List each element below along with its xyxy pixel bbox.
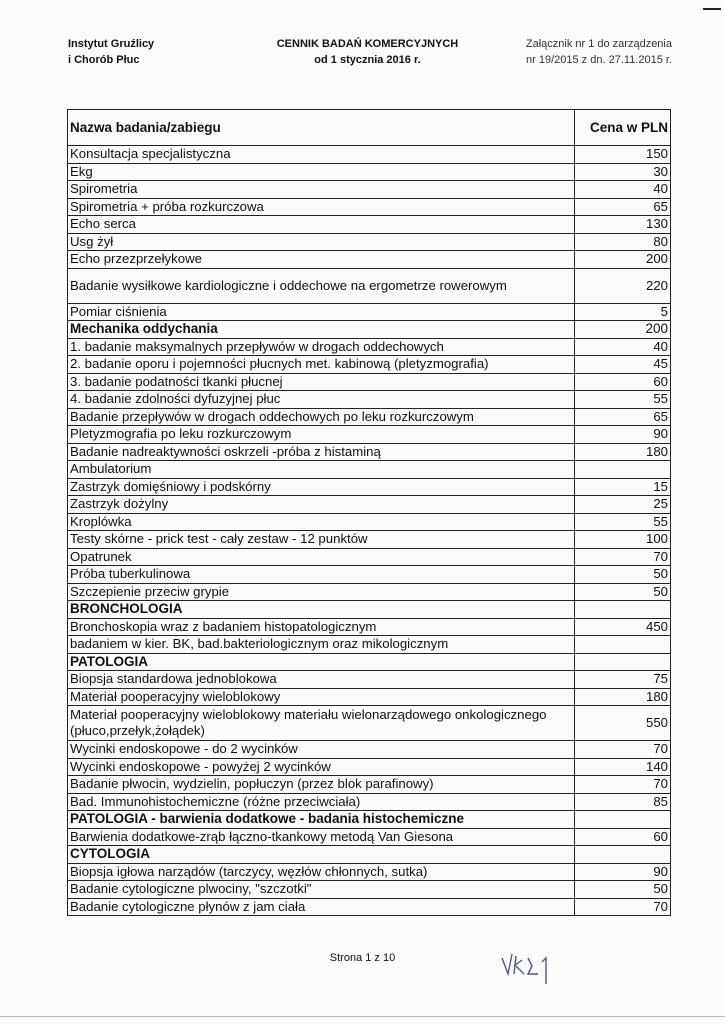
institution-name: Instytut Gruźlicy i Chorób Płuc xyxy=(68,38,155,66)
price-cell: 15 xyxy=(575,478,671,496)
price-cell: 220 xyxy=(575,268,671,303)
price-cell: 80 xyxy=(575,233,671,251)
service-name-cell: Badanie przepływów w drogach oddechowych po leku rozkurczowym xyxy=(68,408,575,426)
section-row xyxy=(68,811,671,829)
table-row xyxy=(68,531,671,549)
price-cell: 100 xyxy=(575,531,671,549)
column-header-name: Nazwa badania/zabiegu xyxy=(68,110,575,146)
service-name-cell: CYTOLOGIA xyxy=(68,846,575,864)
service-name-cell: Usg żył xyxy=(68,233,575,251)
price-table xyxy=(67,109,671,916)
table-row xyxy=(68,426,671,444)
table-row xyxy=(68,566,671,584)
price-cell: 200 xyxy=(575,251,671,269)
price-cell: 30 xyxy=(575,163,671,181)
price-cell: 450 xyxy=(575,618,671,636)
table-row xyxy=(68,898,671,916)
service-name-cell: Pomiar ciśnienia xyxy=(68,303,575,321)
service-name-cell: Pletyzmografia po leku rozkurczowym xyxy=(68,426,575,444)
service-name-cell: BRONCHOLOGIA xyxy=(68,601,575,619)
service-name-cell: Mechanika oddychania xyxy=(68,321,575,339)
table-row xyxy=(68,618,671,636)
price-cell: 5 xyxy=(575,303,671,321)
table-row xyxy=(68,688,671,706)
table-row xyxy=(68,181,671,199)
service-name-cell: Badanie cytologiczne plwociny, "szczotki" xyxy=(68,881,575,899)
table-row xyxy=(68,478,671,496)
table-row xyxy=(68,146,671,164)
table-row xyxy=(68,636,671,654)
table-row xyxy=(68,391,671,409)
table-row xyxy=(68,548,671,566)
price-cell: 65 xyxy=(575,408,671,426)
price-cell xyxy=(575,653,671,671)
service-name-cell: Biopsja standardowa jednoblokowa xyxy=(68,671,575,689)
table-row xyxy=(68,496,671,514)
price-cell: 50 xyxy=(575,881,671,899)
price-cell: 180 xyxy=(575,688,671,706)
table-row xyxy=(68,863,671,881)
price-cell: 85 xyxy=(575,793,671,811)
price-cell: 70 xyxy=(575,776,671,794)
service-name-cell: PATOLOGIA - barwienia dodatkowe - badania histochemiczne xyxy=(68,811,575,829)
table-row xyxy=(68,881,671,899)
price-cell: 180 xyxy=(575,443,671,461)
service-name-cell: Badanie wysiłkowe kardiologiczne i oddechowe na ergometrze rowerowym xyxy=(68,268,575,303)
price-cell: 130 xyxy=(575,216,671,234)
price-cell: 55 xyxy=(575,513,671,531)
table-row xyxy=(68,268,671,303)
table-row xyxy=(68,338,671,356)
page-number: Strona 1 z 10 xyxy=(329,952,396,964)
service-name-cell: Ambulatorium xyxy=(68,461,575,479)
section-row xyxy=(68,321,671,339)
table-row xyxy=(68,513,671,531)
price-cell: 55 xyxy=(575,391,671,409)
table-row xyxy=(68,671,671,689)
price-cell xyxy=(575,846,671,864)
price-cell: 70 xyxy=(575,741,671,759)
price-cell: 50 xyxy=(575,583,671,601)
table-row xyxy=(68,443,671,461)
service-name-cell: 1. badanie maksymalnych przepływów w drogach oddechowych xyxy=(68,338,575,356)
table-row xyxy=(68,828,671,846)
price-cell: 90 xyxy=(575,426,671,444)
table-row xyxy=(68,303,671,321)
price-cell: 25 xyxy=(575,496,671,514)
price-cell: 70 xyxy=(575,898,671,916)
price-cell: 45 xyxy=(575,356,671,374)
service-name-cell: Testy skórne - prick test - cały zestaw - 12 punktów xyxy=(68,531,575,549)
table-row xyxy=(68,776,671,794)
price-cell: 140 xyxy=(575,758,671,776)
service-name-cell: Kroplówka xyxy=(68,513,575,531)
price-cell: 40 xyxy=(575,338,671,356)
price-cell xyxy=(575,461,671,479)
price-cell: 550 xyxy=(575,706,671,741)
attachment-note: Załącznik nr 1 do zarządzenia nr 19/2015 z dn. 27.11.2015 r. xyxy=(525,38,672,66)
service-name-cell: Bronchoskopia wraz z badaniem histopatologicznym xyxy=(68,618,575,636)
column-header-price: Cena w PLN xyxy=(575,110,671,146)
service-name-cell: Ekg xyxy=(68,163,575,181)
document-title: CENNIK BADAŃ KOMERCYJNYCH od 1 stycznia 2016 r. xyxy=(276,38,459,66)
section-row xyxy=(68,846,671,864)
table-row xyxy=(68,583,671,601)
price-cell: 40 xyxy=(575,181,671,199)
handwritten-signature xyxy=(498,944,558,988)
service-name-cell: 3. badanie podatności tkanki płucnej xyxy=(68,373,575,391)
service-name-cell: 4. badanie zdolności dyfuzyjnej płuc xyxy=(68,391,575,409)
page-edge xyxy=(0,1016,725,1017)
price-cell: 200 xyxy=(575,321,671,339)
service-name-cell: Konsultacja specjalistyczna xyxy=(68,146,575,164)
table-row xyxy=(68,706,671,741)
service-name-cell: Zastrzyk domięśniowy i podskórny xyxy=(68,478,575,496)
price-cell: 75 xyxy=(575,671,671,689)
service-name-cell: Badanie cytologiczne płynów z jam ciała xyxy=(68,898,575,916)
price-cell: 150 xyxy=(575,146,671,164)
service-name-cell: Bad. Immunohistochemiczne (różne przeciwciała) xyxy=(68,793,575,811)
price-cell: 60 xyxy=(575,373,671,391)
service-name-cell: badaniem w kier. BK, bad.bakteriologicznym oraz mikologicznym xyxy=(68,636,575,654)
service-name-cell: Szczepienie przeciw grypie xyxy=(68,583,575,601)
service-name-cell: Spirometria + próba rozkurczowa xyxy=(68,198,575,216)
scan-mark xyxy=(703,8,721,10)
table-row xyxy=(68,461,671,479)
service-name-cell: Opatrunek xyxy=(68,548,575,566)
service-name-cell: Echo serca xyxy=(68,216,575,234)
service-name-cell: Spirometria xyxy=(68,181,575,199)
price-cell xyxy=(575,811,671,829)
table-row xyxy=(68,741,671,759)
table-row xyxy=(68,408,671,426)
table-row xyxy=(68,216,671,234)
service-name-cell: Materiał pooperacyjny wieloblokowy xyxy=(68,688,575,706)
price-cell: 50 xyxy=(575,566,671,584)
price-cell: 65 xyxy=(575,198,671,216)
table-header-row xyxy=(68,110,671,146)
service-name-cell: PATOLOGIA xyxy=(68,653,575,671)
table-row xyxy=(68,233,671,251)
service-name-cell: 2. badanie oporu i pojemności płucnych met. kabinową (pletyzmografia) xyxy=(68,356,575,374)
service-name-cell: Badanie nadreaktywności oskrzeli -próba z histaminą xyxy=(68,443,575,461)
service-name-cell: Materiał pooperacyjny wieloblokowy materiału wielonarządowego onkologicznego (płuco,przełyk,żołądek) xyxy=(68,706,575,741)
service-name-cell: Próba tuberkulinowa xyxy=(68,566,575,584)
service-name-cell: Echo przezprzełykowe xyxy=(68,251,575,269)
service-name-cell: Badanie płwocin, wydzielin, popłuczyn (przez blok parafinowy) xyxy=(68,776,575,794)
price-cell: 90 xyxy=(575,863,671,881)
price-cell: 70 xyxy=(575,548,671,566)
price-cell: 60 xyxy=(575,828,671,846)
service-name-cell: Zastrzyk dożylny xyxy=(68,496,575,514)
table-row xyxy=(68,793,671,811)
price-cell xyxy=(575,636,671,654)
service-name-cell: Wycinki endoskopowe - do 2 wycinków xyxy=(68,741,575,759)
table-row xyxy=(68,356,671,374)
table-row xyxy=(68,373,671,391)
table-row xyxy=(68,251,671,269)
price-cell xyxy=(575,601,671,619)
table-row xyxy=(68,163,671,181)
section-row xyxy=(68,653,671,671)
section-row xyxy=(68,601,671,619)
table-row xyxy=(68,198,671,216)
service-name-cell: Wycinki endoskopowe - powyżej 2 wycinków xyxy=(68,758,575,776)
table-row xyxy=(68,758,671,776)
service-name-cell: Barwienia dodatkowe-zrąb łączno-tkankowy metodą Van Giesona xyxy=(68,828,575,846)
service-name-cell: Biopsja igłowa narządów (tarczycy, węzłów chłonnych, sutka) xyxy=(68,863,575,881)
